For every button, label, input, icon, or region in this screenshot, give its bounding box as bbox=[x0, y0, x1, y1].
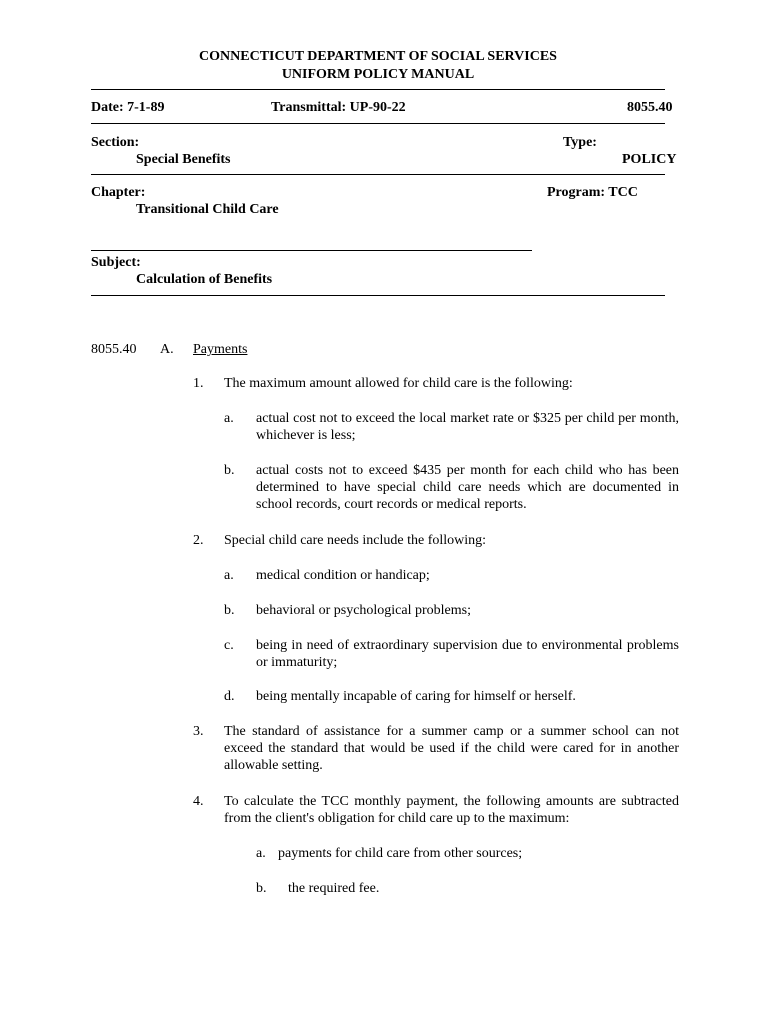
type-value: POLICY bbox=[622, 152, 677, 167]
subitem-label: b. bbox=[224, 463, 235, 478]
subitem-text: actual costs not to exceed $435 per month for each child who has been determined to have special child care needs which are documented in school records, court records or medical reports. bbox=[256, 463, 679, 512]
item-text: Special child care needs include the following: bbox=[224, 533, 487, 548]
item-number: 2. bbox=[193, 533, 204, 548]
subitem-text: behavioral or psychological problems; bbox=[256, 603, 471, 618]
divider bbox=[91, 174, 665, 175]
program-field: Program: TCC bbox=[547, 185, 638, 200]
manual-title: UNIFORM POLICY MANUAL bbox=[281, 67, 475, 82]
section-value: Special Benefits bbox=[136, 152, 231, 167]
item-number: 4. bbox=[193, 794, 204, 809]
divider bbox=[91, 295, 665, 296]
chapter-value: Transitional Child Care bbox=[136, 202, 279, 217]
subitem-label: b. bbox=[256, 881, 267, 896]
divider bbox=[91, 89, 665, 90]
subitem-label: a. bbox=[224, 568, 234, 583]
subitem-text: being in need of extraordinary supervision due to environmental problems or immaturity; bbox=[256, 638, 679, 670]
subitem-label: c. bbox=[224, 638, 234, 653]
subitem-text: payments for child care from other sources; bbox=[278, 846, 523, 861]
subitem-text: medical condition or handicap; bbox=[256, 568, 430, 583]
divider bbox=[91, 123, 665, 124]
policy-number: 8055.40 bbox=[627, 100, 673, 115]
subject-label: Subject: bbox=[91, 255, 141, 270]
divider bbox=[91, 250, 532, 251]
section-letter: A. bbox=[160, 342, 174, 357]
date-field: Date: 7-1-89 bbox=[91, 100, 165, 115]
subject-value: Calculation of Benefits bbox=[136, 272, 273, 287]
item-text: The maximum amount allowed for child care is the following: bbox=[224, 376, 573, 391]
subitem-label: d. bbox=[224, 689, 235, 704]
item-number: 3. bbox=[193, 724, 204, 739]
section-heading: Payments bbox=[193, 342, 248, 357]
subitem-text: actual cost not to exceed the local market rate or $325 per child per month, whichever is less; bbox=[256, 411, 679, 443]
item-text: The standard of assistance for a summer camp or a summer school can not exceed the standard that would be used if the child were cared for in another allowable setting. bbox=[224, 724, 679, 773]
subitem-label: b. bbox=[224, 603, 235, 618]
chapter-label: Chapter: bbox=[91, 185, 146, 200]
section-label: Section: bbox=[91, 135, 140, 150]
item-text: To calculate the TCC monthly payment, the following amounts are subtracted from the client's obligation for child care up to the maximum: bbox=[224, 794, 679, 826]
section-number: 8055.40 bbox=[91, 342, 137, 357]
transmittal-field: Transmittal: UP-90-22 bbox=[271, 100, 406, 115]
subitem-label: a. bbox=[256, 846, 266, 861]
subitem-label: a. bbox=[224, 411, 234, 426]
department-title: CONNECTICUT DEPARTMENT OF SOCIAL SERVICES bbox=[199, 49, 557, 64]
type-label: Type: bbox=[563, 135, 597, 150]
item-number: 1. bbox=[193, 376, 204, 391]
subitem-text: being mentally incapable of caring for himself or herself. bbox=[256, 689, 576, 704]
subitem-text: the required fee. bbox=[288, 881, 380, 896]
